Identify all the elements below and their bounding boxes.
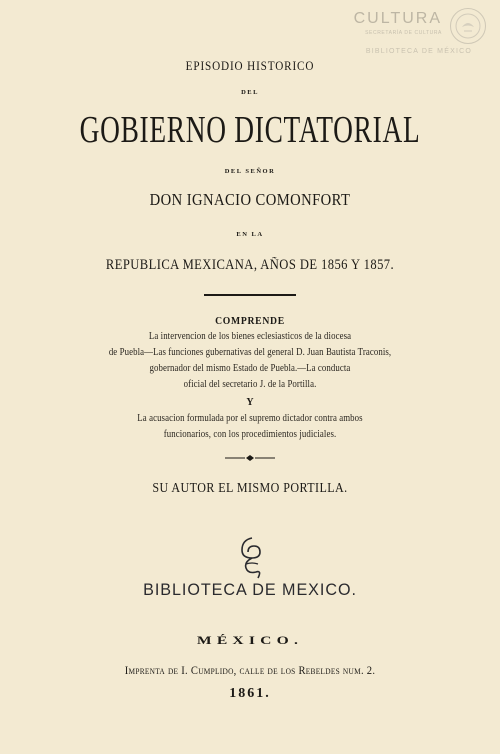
title-line-name: DON IGNACIO COMONFORT — [149, 190, 351, 209]
conjunction: Y — [246, 397, 254, 408]
contents-line: de Puebla—Las funciones gubernativas del general D. Juan Bautista Traconis, — [108, 347, 392, 358]
author-line: SU AUTOR EL MISMO PORTILLA. — [152, 481, 348, 496]
cultura-watermark — [353, 6, 494, 46]
printer-line: Imprenta de I. Cumplido, calle de los Rebeldes num. 2. — [124, 665, 376, 677]
title-line-episode: EPISODIO HISTORICO — [185, 58, 315, 73]
title-line-del-senor: DEL SEÑOR — [224, 168, 276, 175]
main-title: GOBIERNO DICTATORIAL — [79, 109, 421, 151]
library-stamp: BIBLIOTECA DE MEXICO. — [143, 580, 357, 599]
watermark-brand-sub: SECRETARÍA DE CULTURA — [365, 30, 442, 36]
contents-line: gobernador del mismo Estado de Puebla.—La conducta — [149, 363, 351, 374]
title-line-en-la: EN LA — [236, 231, 264, 238]
watermark-brand: CULTURA — [353, 10, 442, 27]
watermark-library: BIBLIOTECA DE MÉXICO — [365, 48, 472, 55]
library-stamp-flourish-icon — [232, 534, 272, 582]
place-of-publication: MÉXICO. — [196, 633, 304, 647]
contents-line: oficial del secretario J. de la Portilla. — [183, 379, 317, 390]
title-line-republic: REPUBLICA MEXICANA, AÑOS DE 1856 Y 1857. — [105, 257, 395, 273]
comprende-heading: COMPRENDE — [215, 315, 285, 327]
publication-year: 1861. — [229, 686, 271, 701]
title-line-del: DEL — [241, 89, 259, 96]
contents-line: funcionarios, con los procedimientos judiciales. — [163, 429, 337, 440]
contents-line: La acusacion formulada por el supremo dictador contra ambos — [137, 413, 363, 424]
divider-rule — [204, 294, 296, 296]
contents-line: La intervencion de los bienes eclesiasticos de la diocesa — [148, 331, 352, 342]
ornament-divider-icon — [225, 452, 275, 464]
eagle-seal-icon — [450, 8, 486, 44]
